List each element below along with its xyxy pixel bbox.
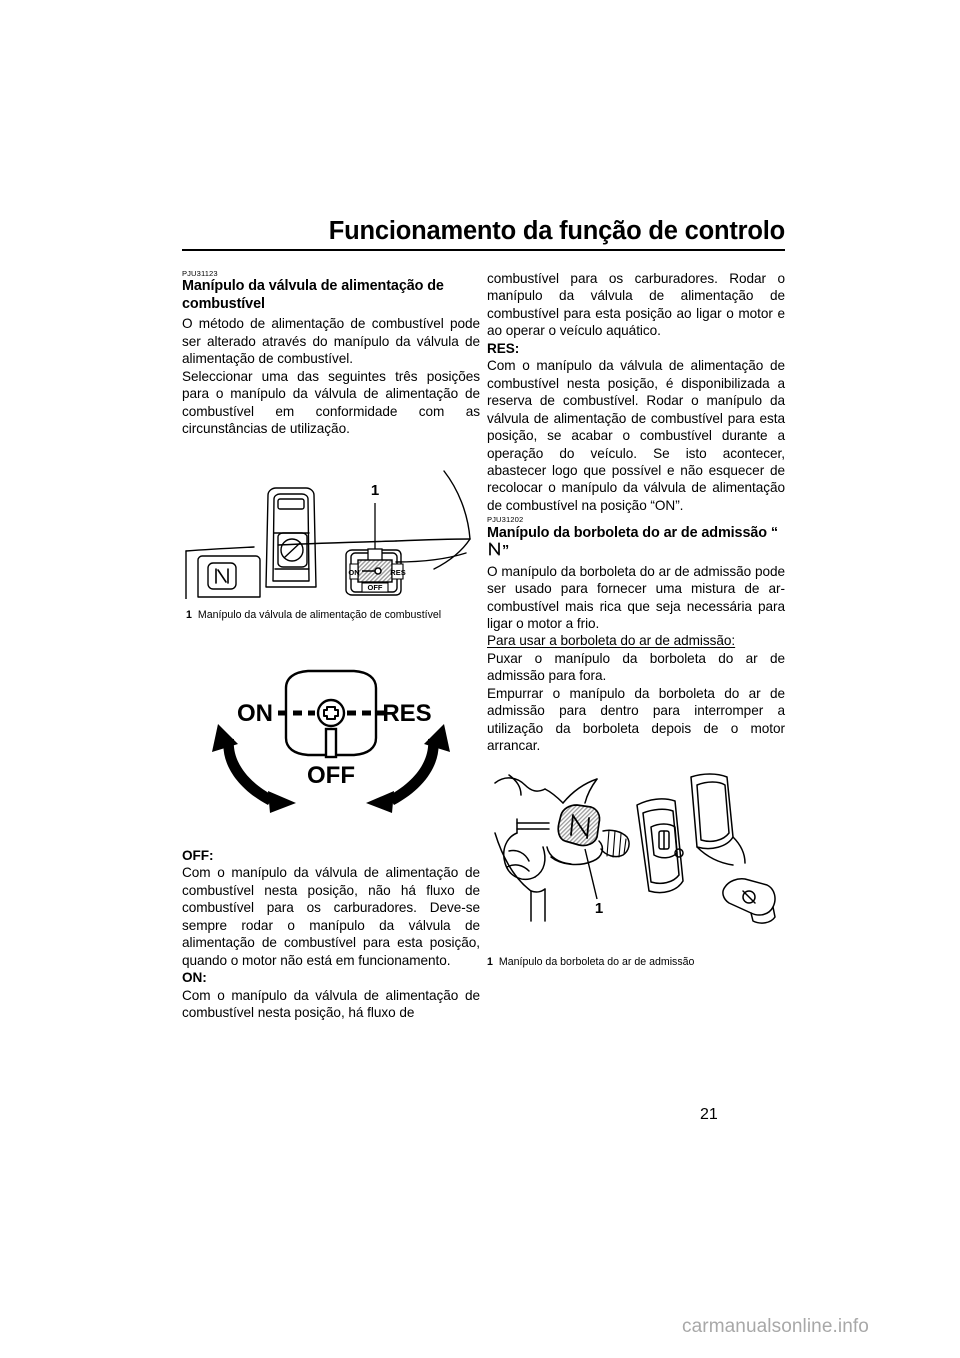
section-title-choke [487, 525, 785, 562]
knob-pointer [326, 729, 336, 757]
paragraph-fuel-method: O método de alimentação de combustível pode ser alterado através do manípulo da válvula de alimentação de combustível. [182, 316, 480, 367]
figure-choke-knob [487, 771, 785, 969]
position-text-on: Com o manípulo da válvula de alimentação de combustível nesta posição, há fluxo de [182, 987, 480, 1021]
arrow-res-off [366, 724, 450, 813]
figure-1-caption-number: 1 [186, 609, 192, 622]
knob-cross-marker [324, 707, 338, 719]
svg-text:1: 1 [370, 482, 380, 500]
figure-3-caption-text: Manípulo da borboleta do ar de admissão [498, 955, 695, 968]
figure-knob-positions [182, 646, 480, 831]
figure-dashboard-fuel-valve [182, 459, 480, 622]
position-text-res: Com o manípulo da válvula de alimentação de combustível nesta posição, é disponibilizada a reserva de combustível. Rodar o manípulo da válvula de alimentação de combustível para esta posição, se acabar o combustível durante a operação do veículo. Se isto acontecer, abastecer logo que possível e não esquecer de recolocar o manípulo da válvula de alimentação de combustível na posição “ON”. [487, 358, 785, 513]
position-label-res: RES: [487, 340, 520, 356]
figure-1-caption [182, 609, 480, 622]
knob-label-on: ON [237, 699, 273, 727]
section-refcode-left: PJU31123 [182, 269, 218, 278]
figure-dashboard-svg [182, 459, 480, 599]
figure-knob-positions-svg [182, 646, 480, 826]
page-title: Funcionamento da função de controlo [328, 217, 785, 245]
knob-label-res-fig1: RES [390, 568, 406, 578]
left-column [182, 270, 480, 1022]
choke-instruction-pull: Puxar o manípulo da borboleta do ar de admissão para fora. [487, 650, 785, 684]
choke-icon [488, 542, 501, 561]
knob-label-off: OFF [307, 761, 355, 789]
page-number: 21 [700, 1106, 718, 1123]
section-title-choke-part1: Manípulo da borboleta do ar de admissão “ [487, 524, 778, 541]
fuel-valve-positions [182, 847, 480, 1022]
figure-1-caption-text: Manípulo da válvula de alimentação de combustível [197, 609, 442, 622]
knob-label-off-fig1: OFF [367, 583, 383, 593]
figure-callout-1 [371, 482, 379, 549]
section-title-choke-part2: ” [502, 543, 510, 560]
right-column [487, 270, 785, 968]
watermark: carmanualsonline.info [682, 1316, 869, 1337]
paragraph-on-continued: combustível para os carburadores. Rodar o manípulo da válvula de alimentação de combustível para esta posição ao ligar o motor e ao operar o veículo aquático. [487, 271, 785, 339]
figure-3-caption-number: 1 [487, 955, 493, 968]
choke-subheading: Para usar a borboleta do ar de admissão: [487, 633, 736, 649]
knob-label-res: RES [382, 699, 432, 727]
knob-label-on-fig1: ON [348, 568, 360, 578]
paragraph-choke-description: O manípulo da borboleta do ar de admissão pode ser usado para fornecer uma mistura de ar-combustível mais rica que seja necessária para ligar o motor a frio. [487, 563, 785, 632]
paragraph-select-position: Seleccionar uma das seguintes três posições para o manípulo da válvula de alimentação de combustível em conformidade com as circunstâncias de utilização. [182, 368, 480, 437]
section-refcode-right: PJU31202 [487, 515, 524, 525]
position-text-off: Com o manípulo da válvula de alimentação de combustível nesta posição, não há fluxo de combustível para os carburadores. Deve-se sempre rodar o manípulo da válvula de alimentação de combustível para esta posição, quando o motor não está em funcionamento. [182, 865, 480, 968]
choke-instruction-push: Empurrar o manípulo da borboleta do ar de admissão para dentro para interromper a utilização da borboleta depois de o motor arrancar. [487, 685, 785, 754]
section-title-fuel-valve: Manípulo da válvula de alimentação de combustível [182, 278, 444, 312]
position-label-off: OFF: [182, 847, 214, 863]
arrow-on-off [212, 724, 296, 813]
figure-3-caption [487, 956, 785, 969]
page-header [182, 218, 785, 251]
figure-choke-knob-svg [487, 771, 785, 946]
position-label-on: ON: [182, 970, 207, 986]
figure-3-callout-1 [585, 849, 603, 917]
header-divider [182, 249, 785, 251]
svg-text:1: 1 [594, 899, 604, 917]
